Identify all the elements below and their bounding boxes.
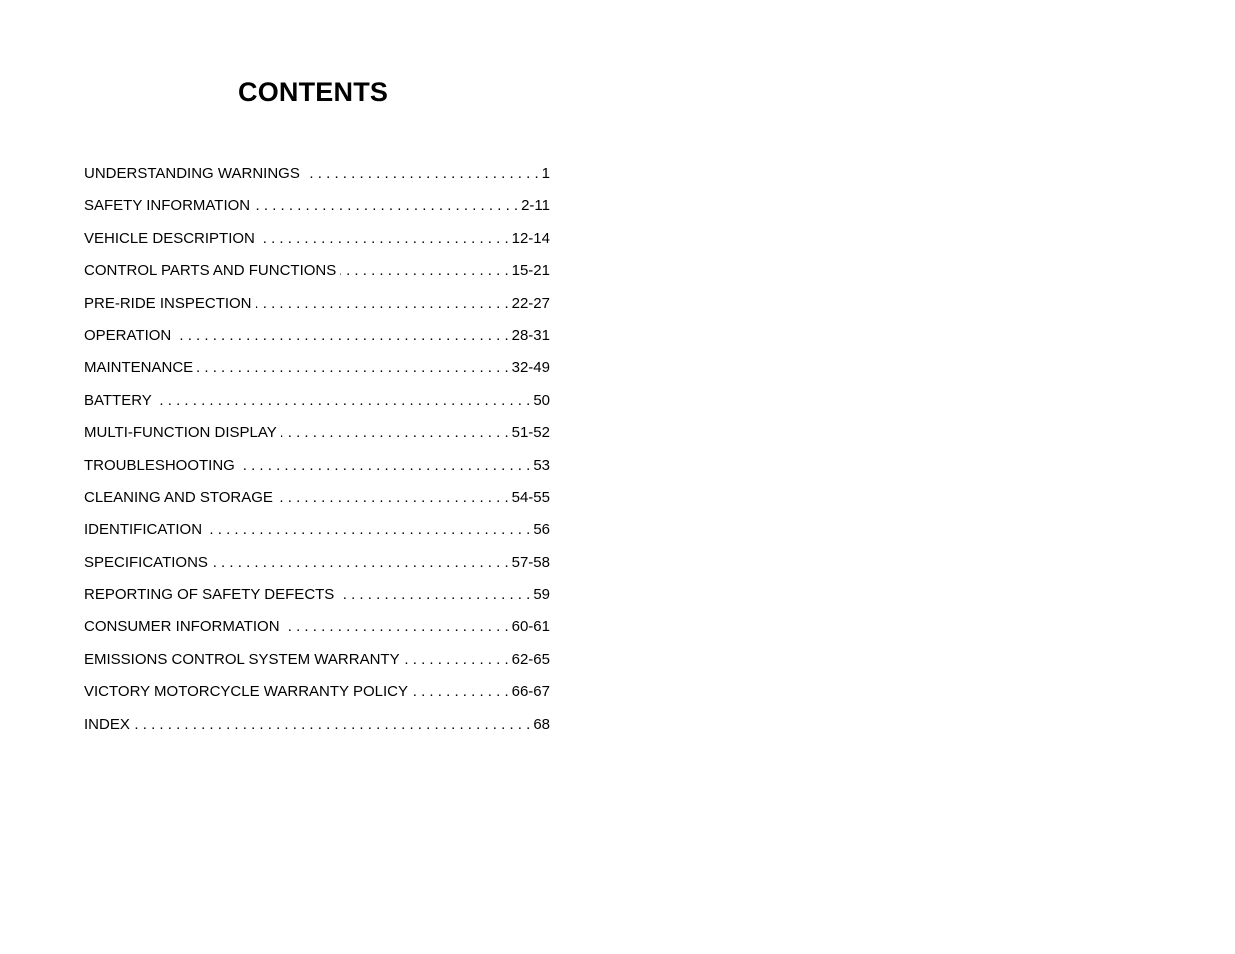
toc-entry-page: 12-14 <box>511 229 550 247</box>
toc-entry-page: 32-49 <box>511 359 550 377</box>
toc-entry[interactable] <box>84 260 550 292</box>
page-title: CONTENTS <box>238 77 389 107</box>
toc-entry[interactable] <box>84 390 550 422</box>
toc-entry[interactable] <box>84 325 550 357</box>
toc-entry-label: TROUBLESHOOTING <box>84 456 235 474</box>
toc-dot-leader <box>175 325 508 347</box>
toc-entry-label: CONTROL PARTS AND FUNCTIONS <box>84 262 337 280</box>
toc-dot-leader <box>281 422 509 444</box>
toc-entry[interactable] <box>84 228 550 260</box>
toc-dot-leader <box>338 584 530 606</box>
toc-dot-leader <box>156 390 531 412</box>
toc-entry[interactable] <box>84 487 550 519</box>
toc-entry-label: SPECIFICATIONS <box>84 553 208 571</box>
toc-dot-leader <box>212 552 509 574</box>
toc-entry[interactable] <box>84 584 550 616</box>
toc-entry-page: 57-58 <box>511 553 550 571</box>
toc-dot-leader <box>259 228 509 250</box>
toc-entry[interactable] <box>84 293 550 325</box>
toc-entry[interactable] <box>84 649 550 681</box>
toc-entry-label: VICTORY MOTORCYCLE WARRANTY POLICY <box>84 683 408 701</box>
toc-entry[interactable] <box>84 422 550 454</box>
toc-entry-page: 68 <box>533 715 550 733</box>
toc-entry-label: CLEANING AND STORAGE <box>84 488 273 506</box>
toc-entry-label: IDENTIFICATION <box>84 521 203 539</box>
toc-entry-label: INDEX <box>84 715 130 733</box>
toc-entry-label: EMISSIONS CONTROL SYSTEM WARRANTY <box>84 650 400 668</box>
toc-entry-page: 28-31 <box>511 326 550 344</box>
toc-dot-leader <box>197 357 508 379</box>
toc-entry-page: 2-11 <box>521 197 550 215</box>
toc-dot-leader <box>206 519 530 541</box>
toc-entry-label: PRE-RIDE INSPECTION <box>84 294 252 312</box>
toc-entry-page: 56 <box>533 521 550 539</box>
toc-entry[interactable] <box>84 616 550 648</box>
toc-dot-leader <box>277 487 509 509</box>
toc-entry[interactable] <box>84 455 550 487</box>
toc-dot-leader <box>340 260 508 282</box>
toc-dot-leader <box>256 293 509 315</box>
toc-entry-page: 1 <box>541 165 550 182</box>
toc-entry[interactable] <box>84 681 550 713</box>
toc-entry[interactable] <box>84 357 550 389</box>
toc-dot-leader <box>284 616 509 638</box>
toc-entry[interactable] <box>84 552 550 584</box>
toc-entry-page: 15-21 <box>511 262 550 280</box>
toc-entry-page: 51-52 <box>511 424 550 442</box>
toc-entry[interactable] <box>84 163 550 195</box>
toc-entry-page: 60-61 <box>511 618 550 636</box>
toc-entry-page: 62-65 <box>511 650 550 668</box>
toc-entry[interactable] <box>84 195 550 227</box>
toc-entry[interactable] <box>84 519 550 551</box>
toc-dot-leader <box>412 681 509 703</box>
toc-entry-label: MULTI-FUNCTION DISPLAY <box>84 424 277 442</box>
toc-entry-label: BATTERY <box>84 391 152 409</box>
toc-entry-label: VEHICLE DESCRIPTION <box>84 229 255 247</box>
toc-entry-page: 22-27 <box>511 294 550 312</box>
toc-entry-label: UNDERSTANDING WARNINGS <box>84 165 300 182</box>
toc-entry[interactable] <box>84 714 550 746</box>
toc-dot-leader <box>254 195 518 217</box>
toc-dot-leader <box>239 455 530 477</box>
toc-entry-page: 54-55 <box>511 488 550 506</box>
toc-entry-page: 50 <box>533 391 550 409</box>
toc-entry-label: OPERATION <box>84 326 172 344</box>
toc-entry-label: CONSUMER INFORMATION <box>84 618 280 636</box>
table-of-contents <box>84 163 550 746</box>
toc-entry-label: SAFETY INFORMATION <box>84 197 251 215</box>
toc-entry-page: 66-67 <box>511 683 550 701</box>
toc-dot-leader <box>134 714 530 736</box>
toc-entry-page: 53 <box>533 456 550 474</box>
toc-dot-leader <box>404 649 509 671</box>
toc-dot-leader <box>304 163 539 185</box>
toc-entry-label: MAINTENANCE <box>84 359 194 377</box>
toc-entry-label: REPORTING OF SAFETY DEFECTS <box>84 586 335 604</box>
toc-entry-page: 59 <box>533 586 550 604</box>
